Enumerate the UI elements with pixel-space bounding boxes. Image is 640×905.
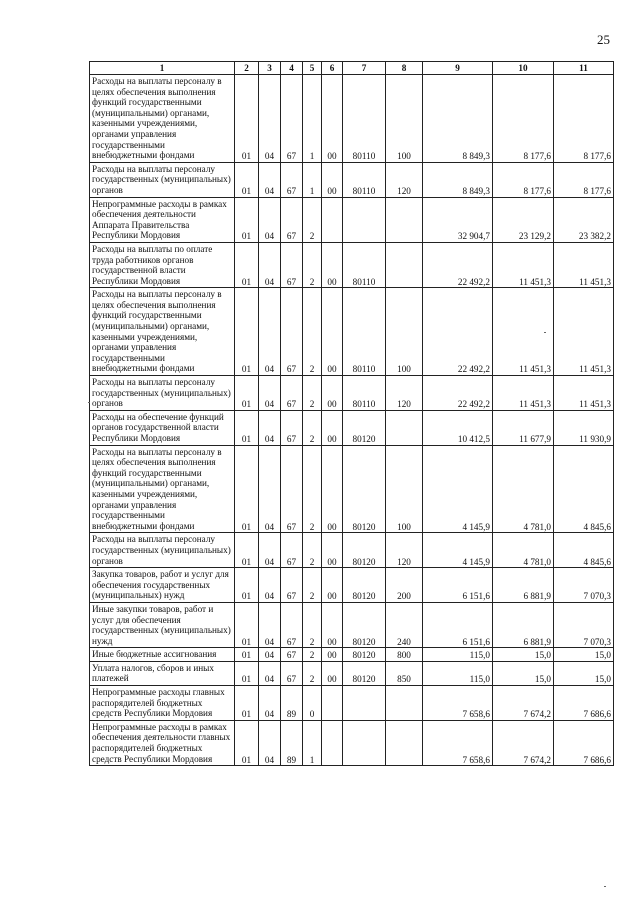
amount-year2-cell: 8 177,6 <box>493 162 554 197</box>
name-cell: Расходы на выплаты персоналу в целях обеспечения выполнения функций государственными (муниципальными) органами, казенными учреждениями, органами управления государственными внебюджетными фондами <box>90 445 235 533</box>
subprogram-cell: 2 <box>303 648 322 662</box>
amount-year2-cell: 8 177,6 <box>493 75 554 163</box>
group-cell: 00 <box>322 242 343 287</box>
expense-type-cell: 120 <box>386 162 423 197</box>
header-cell-8: 8 <box>386 62 423 75</box>
program-cell: 67 <box>281 162 303 197</box>
subsection-cell: 04 <box>259 75 281 163</box>
expense-type-cell <box>386 686 423 721</box>
table-row <box>90 288 614 376</box>
subsection-cell: 04 <box>259 376 281 411</box>
table-row <box>90 720 614 765</box>
amount-year1-cell: 115,0 <box>423 661 493 685</box>
amount-year2-cell: 4 781,0 <box>493 445 554 533</box>
header-cell-4: 4 <box>281 62 303 75</box>
group-cell <box>322 686 343 721</box>
group-cell <box>322 197 343 242</box>
table-row <box>90 533 614 568</box>
name-cell: Уплата налогов, сборов и иных платежей <box>90 661 235 685</box>
amount-year3-cell: 7 070,3 <box>554 568 614 603</box>
program-cell: 67 <box>281 376 303 411</box>
amount-year2-cell: 4 781,0 <box>493 533 554 568</box>
section-cell: 01 <box>235 602 259 647</box>
name-cell: Закупка товаров, работ и услуг для обеспечения государственных (муниципальных) нужд <box>90 568 235 603</box>
group-cell: 00 <box>322 533 343 568</box>
amount-year1-cell: 8 849,3 <box>423 75 493 163</box>
expense-type-cell: 240 <box>386 602 423 647</box>
table-row <box>90 242 614 287</box>
amount-year3-cell: 11 451,3 <box>554 376 614 411</box>
program-cell: 67 <box>281 648 303 662</box>
table-body <box>90 75 614 766</box>
direction-cell: 80110 <box>343 242 386 287</box>
name-cell: Расходы на выплаты персоналу государственных (муниципальных) органов <box>90 162 235 197</box>
amount-year1-cell: 4 145,9 <box>423 533 493 568</box>
group-cell: 00 <box>322 661 343 685</box>
name-cell: Расходы на выплаты по оплате труда работников органов государственной власти Республики Мордовия <box>90 242 235 287</box>
amount-year3-cell: 7 686,6 <box>554 686 614 721</box>
direction-cell: 80110 <box>343 376 386 411</box>
name-cell: Иные бюджетные ассигнования <box>90 648 235 662</box>
group-cell <box>322 720 343 765</box>
section-cell: 01 <box>235 648 259 662</box>
program-cell: 67 <box>281 568 303 603</box>
program-cell: 67 <box>281 197 303 242</box>
program-cell: 67 <box>281 242 303 287</box>
subsection-cell: 04 <box>259 568 281 603</box>
table-row <box>90 568 614 603</box>
name-cell: Расходы на выплаты персоналу государственных (муниципальных) органов <box>90 376 235 411</box>
amount-year2-cell: 7 674,2 <box>493 720 554 765</box>
program-cell: 67 <box>281 533 303 568</box>
amount-year2-cell: 15,0 <box>493 661 554 685</box>
group-cell: 00 <box>322 162 343 197</box>
header-cell-6: 6 <box>322 62 343 75</box>
subprogram-cell: 2 <box>303 445 322 533</box>
amount-year2-cell: 6 881,9 <box>493 568 554 603</box>
direction-cell: 80120 <box>343 661 386 685</box>
section-cell: 01 <box>235 376 259 411</box>
scan-speck <box>604 886 606 887</box>
table-row <box>90 445 614 533</box>
subprogram-cell: 2 <box>303 242 322 287</box>
direction-cell <box>343 197 386 242</box>
group-cell: 00 <box>322 75 343 163</box>
subsection-cell: 04 <box>259 242 281 287</box>
amount-year1-cell: 115,0 <box>423 648 493 662</box>
expense-type-cell <box>386 410 423 445</box>
subsection-cell: 04 <box>259 197 281 242</box>
subprogram-cell: 1 <box>303 162 322 197</box>
section-cell: 01 <box>235 568 259 603</box>
group-cell: 00 <box>322 648 343 662</box>
amount-year1-cell: 7 658,6 <box>423 686 493 721</box>
group-cell: 00 <box>322 602 343 647</box>
group-cell: 00 <box>322 376 343 411</box>
expense-type-cell: 850 <box>386 661 423 685</box>
section-cell: 01 <box>235 720 259 765</box>
header-cell-5: 5 <box>303 62 322 75</box>
expense-type-cell: 800 <box>386 648 423 662</box>
table-row <box>90 197 614 242</box>
program-cell: 67 <box>281 661 303 685</box>
scan-speck <box>544 332 546 333</box>
group-cell: 00 <box>322 288 343 376</box>
subprogram-cell: 2 <box>303 602 322 647</box>
program-cell: 89 <box>281 720 303 765</box>
direction-cell <box>343 686 386 721</box>
direction-cell: 80120 <box>343 410 386 445</box>
group-cell: 00 <box>322 410 343 445</box>
expense-type-cell: 100 <box>386 75 423 163</box>
amount-year3-cell: 11 451,3 <box>554 242 614 287</box>
subprogram-cell: 2 <box>303 376 322 411</box>
amount-year1-cell: 8 849,3 <box>423 162 493 197</box>
amount-year3-cell: 11 451,3 <box>554 288 614 376</box>
table-row <box>90 162 614 197</box>
expense-type-cell <box>386 242 423 287</box>
subsection-cell: 04 <box>259 445 281 533</box>
header-row <box>90 62 614 75</box>
amount-year3-cell: 15,0 <box>554 661 614 685</box>
expense-type-cell: 120 <box>386 376 423 411</box>
amount-year1-cell: 22 492,2 <box>423 242 493 287</box>
header-cell-2: 2 <box>235 62 259 75</box>
table-row <box>90 410 614 445</box>
amount-year2-cell: 7 674,2 <box>493 686 554 721</box>
amount-year3-cell: 11 930,9 <box>554 410 614 445</box>
direction-cell: 80110 <box>343 75 386 163</box>
amount-year2-cell: 23 129,2 <box>493 197 554 242</box>
name-cell: Непрограммные расходы в рамках обеспечения деятельности Аппарата Правительства Республики Мордовия <box>90 197 235 242</box>
amount-year1-cell: 6 151,6 <box>423 568 493 603</box>
header-cell-10: 10 <box>493 62 554 75</box>
amount-year1-cell: 7 658,6 <box>423 720 493 765</box>
table-row <box>90 75 614 163</box>
direction-cell: 80110 <box>343 162 386 197</box>
section-cell: 01 <box>235 197 259 242</box>
amount-year3-cell: 23 382,2 <box>554 197 614 242</box>
section-cell: 01 <box>235 162 259 197</box>
program-cell: 67 <box>281 410 303 445</box>
subsection-cell: 04 <box>259 686 281 721</box>
direction-cell <box>343 720 386 765</box>
section-cell: 01 <box>235 686 259 721</box>
name-cell: Непрограммные расходы в рамках обеспечения деятельности главных распорядителей бюджетных средств Республики Мордовия <box>90 720 235 765</box>
amount-year1-cell: 10 412,5 <box>423 410 493 445</box>
subprogram-cell: 2 <box>303 568 322 603</box>
amount-year1-cell: 22 492,2 <box>423 376 493 411</box>
name-cell: Расходы на выплаты персоналу в целях обеспечения выполнения функций государственными (муниципальными) органами, казенными учреждениями, органами управления государственными внебюджетными фондами <box>90 75 235 163</box>
subprogram-cell: 2 <box>303 288 322 376</box>
direction-cell: 80120 <box>343 602 386 647</box>
program-cell: 67 <box>281 445 303 533</box>
program-cell: 67 <box>281 288 303 376</box>
subprogram-cell: 2 <box>303 410 322 445</box>
subsection-cell: 04 <box>259 288 281 376</box>
expense-type-cell <box>386 197 423 242</box>
subsection-cell: 04 <box>259 648 281 662</box>
section-cell: 01 <box>235 533 259 568</box>
subprogram-cell: 2 <box>303 661 322 685</box>
amount-year2-cell: 6 881,9 <box>493 602 554 647</box>
expense-type-cell: 120 <box>386 533 423 568</box>
header-cell-7: 7 <box>343 62 386 75</box>
direction-cell: 80120 <box>343 445 386 533</box>
subprogram-cell: 1 <box>303 720 322 765</box>
amount-year3-cell: 8 177,6 <box>554 162 614 197</box>
amount-year2-cell: 11 451,3 <box>493 288 554 376</box>
amount-year3-cell: 15,0 <box>554 648 614 662</box>
section-cell: 01 <box>235 410 259 445</box>
table-row <box>90 376 614 411</box>
program-cell: 89 <box>281 686 303 721</box>
amount-year2-cell: 11 451,3 <box>493 242 554 287</box>
table-row <box>90 602 614 647</box>
section-cell: 01 <box>235 445 259 533</box>
subsection-cell: 04 <box>259 533 281 568</box>
page-number: 25 <box>597 32 610 47</box>
amount-year1-cell: 4 145,9 <box>423 445 493 533</box>
budget-table <box>89 61 614 766</box>
amount-year2-cell: 15,0 <box>493 648 554 662</box>
header-cell-3: 3 <box>259 62 281 75</box>
amount-year1-cell: 6 151,6 <box>423 602 493 647</box>
program-cell: 67 <box>281 602 303 647</box>
program-cell: 67 <box>281 75 303 163</box>
subprogram-cell: 1 <box>303 75 322 163</box>
subsection-cell: 04 <box>259 720 281 765</box>
group-cell: 00 <box>322 445 343 533</box>
name-cell: Расходы на выплаты персоналу государственных (муниципальных) органов <box>90 533 235 568</box>
direction-cell: 80120 <box>343 648 386 662</box>
table-row <box>90 648 614 662</box>
subsection-cell: 04 <box>259 162 281 197</box>
subsection-cell: 04 <box>259 661 281 685</box>
amount-year1-cell: 22 492,2 <box>423 288 493 376</box>
header-cell-9: 9 <box>423 62 493 75</box>
direction-cell: 80120 <box>343 533 386 568</box>
name-cell: Расходы на выплаты персоналу в целях обеспечения выполнения функций государственными (муниципальными) органами, казенными учреждениями, органами управления государственными внебюджетными фондами <box>90 288 235 376</box>
amount-year2-cell: 11 451,3 <box>493 376 554 411</box>
header-cell-11: 11 <box>554 62 614 75</box>
subprogram-cell: 2 <box>303 533 322 568</box>
subprogram-cell: 0 <box>303 686 322 721</box>
amount-year3-cell: 7 686,6 <box>554 720 614 765</box>
table-row <box>90 661 614 685</box>
expense-type-cell: 200 <box>386 568 423 603</box>
name-cell: Непрограммные расходы главных распорядителей бюджетных средств Республики Мордовия <box>90 686 235 721</box>
group-cell: 00 <box>322 568 343 603</box>
section-cell: 01 <box>235 661 259 685</box>
expense-type-cell: 100 <box>386 288 423 376</box>
direction-cell: 80120 <box>343 568 386 603</box>
subprogram-cell: 2 <box>303 197 322 242</box>
expense-type-cell: 100 <box>386 445 423 533</box>
amount-year3-cell: 8 177,6 <box>554 75 614 163</box>
header-cell-1: 1 <box>90 62 235 75</box>
subsection-cell: 04 <box>259 602 281 647</box>
amount-year3-cell: 4 845,6 <box>554 533 614 568</box>
amount-year3-cell: 7 070,3 <box>554 602 614 647</box>
table-row <box>90 686 614 721</box>
amount-year2-cell: 11 677,9 <box>493 410 554 445</box>
scan-speck <box>88 402 90 403</box>
section-cell: 01 <box>235 288 259 376</box>
amount-year3-cell: 4 845,6 <box>554 445 614 533</box>
name-cell: Расходы на обеспечение функций органов государственной власти Республики Мордовия <box>90 410 235 445</box>
section-cell: 01 <box>235 75 259 163</box>
section-cell: 01 <box>235 242 259 287</box>
direction-cell: 80110 <box>343 288 386 376</box>
expense-type-cell <box>386 720 423 765</box>
name-cell: Иные закупки товаров, работ и услуг для обеспечения государственных (муниципальных) нужд <box>90 602 235 647</box>
amount-year1-cell: 32 904,7 <box>423 197 493 242</box>
subsection-cell: 04 <box>259 410 281 445</box>
